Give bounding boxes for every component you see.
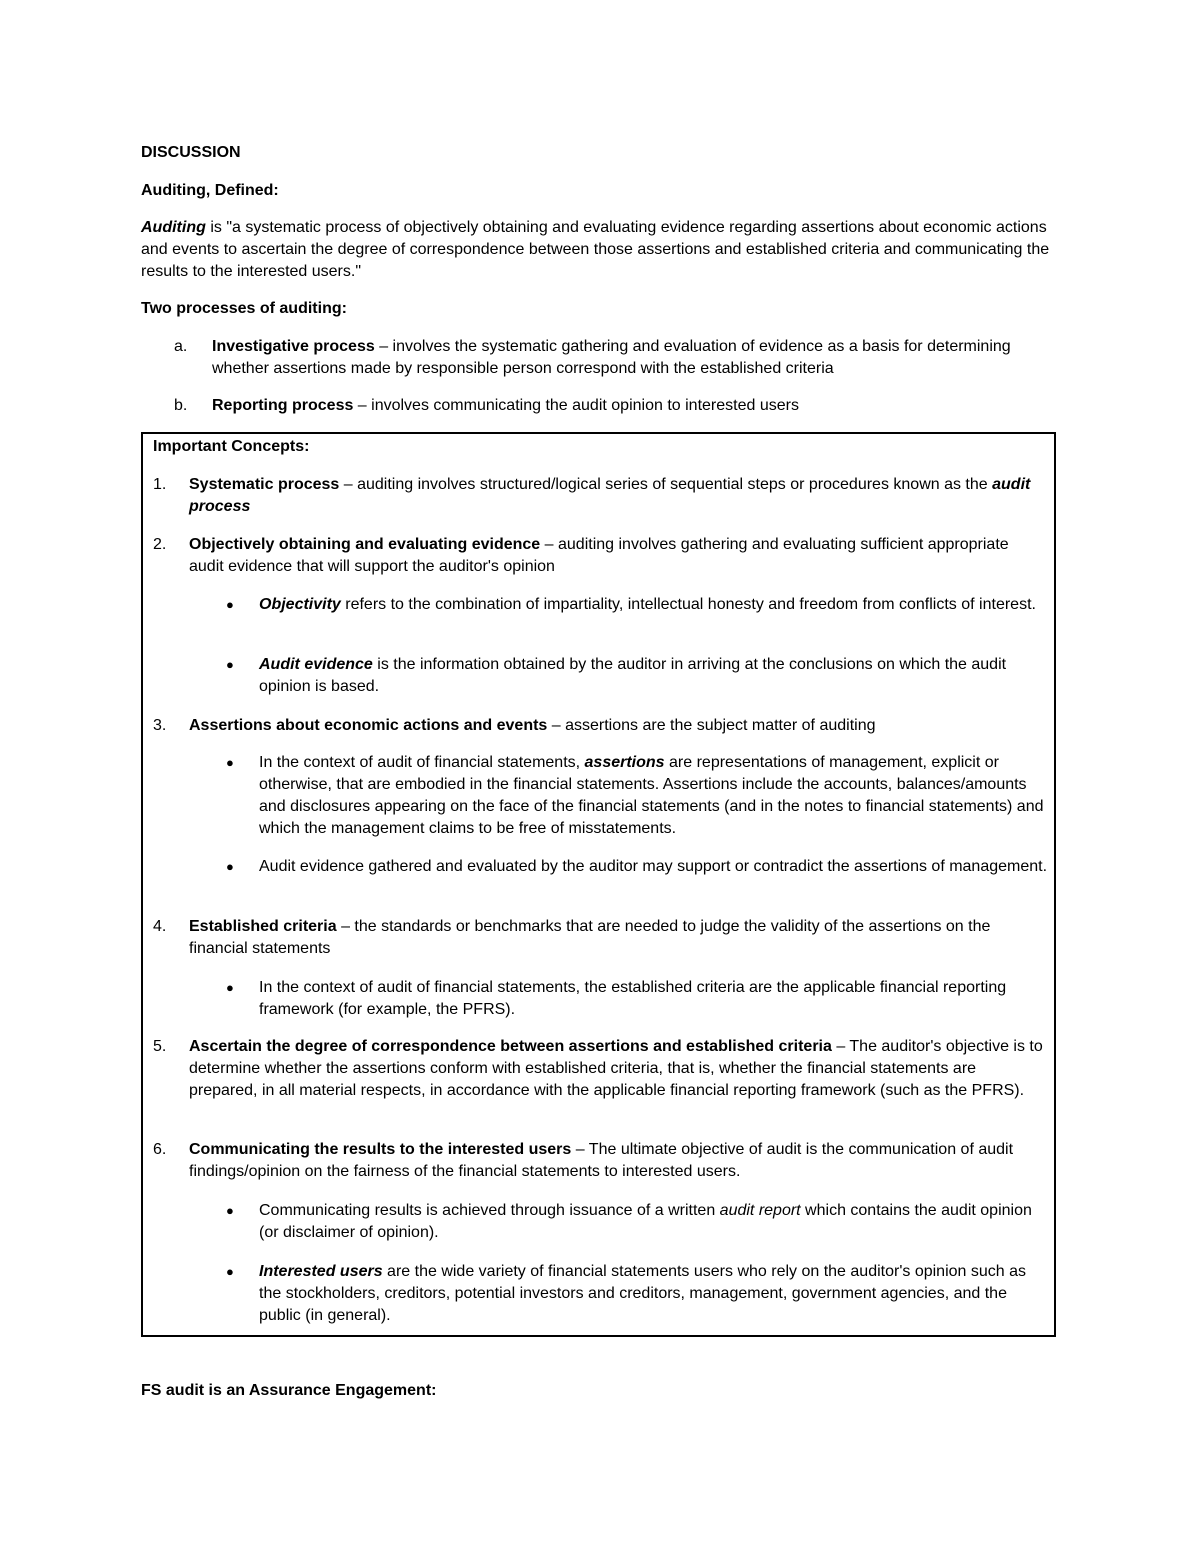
- concept-bullet: [143, 856, 1048, 878]
- concept-item-5: [143, 1036, 1048, 1102]
- bullet-text: Audit evidence gathered and evaluated by the auditor may support or contradict the assertions of management.: [259, 858, 1048, 875]
- process-text: – involves the systematic gathering and evaluation of evidence as a basis for determining whether assertions made by responsible person correspond with the established criteria: [212, 338, 1011, 377]
- item-number: 4.: [153, 918, 167, 935]
- item-term: Objectively obtaining and evaluating evidence: [189, 536, 541, 553]
- process-term: Reporting process: [212, 397, 354, 414]
- bullet-term: Objectivity: [259, 596, 341, 613]
- bullet-icon: ●: [226, 980, 234, 995]
- process-item-investigative: [141, 336, 1021, 380]
- item-term: Assertions about economic actions and events: [189, 717, 548, 734]
- bullet-text: Communicating results is achieved through issuance of a written: [259, 1202, 720, 1219]
- bullet-icon: ●: [226, 597, 234, 612]
- item-text: – assertions are the subject matter of auditing: [547, 717, 876, 734]
- item-number: 5.: [153, 1038, 167, 1055]
- bullet-text: is the information obtained by the auditor in arriving at the conclusions on which the audit opinion is based.: [259, 656, 1007, 695]
- concept-item-4: [143, 916, 1048, 960]
- item-term: Communicating the results to the interested users: [189, 1141, 572, 1158]
- concept-bullet: [143, 654, 1048, 698]
- bullet-icon: ●: [226, 1264, 234, 1279]
- bullet-term: Interested users: [259, 1263, 383, 1280]
- bullet-text: are the wide variety of financial statements users who rely on the auditor's opinion such as the stockholders, creditors, potential investors and creditors, management, government agencies, and the public (in general).: [259, 1263, 1027, 1324]
- item-text: – The auditor's objective is to determine whether the assertions conform with established criteria, that is, whether the financial statements are prepared, in all material respects, in accordance with the applicable financial reporting framework (such as the PFRS).: [189, 1038, 1043, 1099]
- section-heading-discussion: DISCUSSION: [141, 144, 241, 161]
- item-number: 6.: [153, 1141, 167, 1158]
- concept-bullet: [143, 594, 1048, 616]
- item-text: – The ultimate objective of audit is the communication of audit findings/opinion on the fairness of the financial statements to interested users.: [189, 1141, 1014, 1180]
- bullet-term: assertions: [584, 754, 665, 771]
- item-emphasis: audit process: [189, 476, 1031, 515]
- heading-auditing-defined: Auditing, Defined:: [141, 182, 279, 199]
- item-number: 2.: [153, 536, 167, 553]
- concept-bullet: [143, 752, 1048, 840]
- concept-bullet: [143, 1261, 1048, 1327]
- heading-two-processes: Two processes of auditing:: [141, 300, 347, 317]
- bullet-icon: ●: [226, 657, 234, 672]
- item-text: – auditing involves gathering and evaluating sufficient appropriate audit evidence that will support the auditor's opinion: [189, 536, 1009, 575]
- process-text: – involves communicating the audit opinion to interested users: [353, 397, 799, 414]
- item-number: 1.: [153, 476, 167, 493]
- heading-fs-audit: FS audit is an Assurance Engagement:: [141, 1382, 437, 1399]
- concepts-title: Important Concepts:: [153, 438, 310, 455]
- concept-bullet: [143, 1200, 1048, 1244]
- bullet-text: In the context of audit of financial statements, the established criteria are the applicable financial reporting framework (for example, the PFRS).: [259, 979, 1007, 1018]
- item-term: Established criteria: [189, 918, 337, 935]
- concept-item-1: [143, 474, 1048, 518]
- process-item-reporting: [141, 395, 1021, 417]
- item-text: – auditing involves structured/logical series of sequential steps or procedures known as the: [339, 476, 993, 493]
- bullet-text: refers to the combination of impartiality, intellectual honesty and freedom from conflicts of interest.: [340, 596, 1036, 613]
- bullet-text: are representations of management, explicit or otherwise, that are embodied in the financial statements. Assertions include the accounts, balances/amounts and disclosures appearing on the face of the financial statements (and in the notes to financial statements) and which the management claims to be free of misstatements.: [259, 754, 1044, 837]
- concept-item-6: [143, 1139, 1048, 1183]
- concept-bullet: [143, 977, 1048, 1021]
- item-term: Ascertain the degree of correspondence between assertions and established criteria: [189, 1038, 832, 1055]
- bullet-icon: ●: [226, 1203, 234, 1218]
- bullet-text: which contains the audit opinion (or disclaimer of opinion).: [259, 1202, 1032, 1241]
- important-concepts-box: [141, 432, 1056, 1337]
- bullet-emphasis: audit report: [719, 1202, 801, 1219]
- definition-text: is "a systematic process of objectively obtaining and evaluating evidence regarding assertions about economic actions and events to ascertain the degree of correspondence between those assertions and established criteria and communicating the results to the interested users.": [141, 219, 1050, 280]
- item-text: – the standards or benchmarks that are needed to judge the validity of the assertions on the financial statements: [189, 918, 991, 957]
- concept-item-3: [143, 715, 1048, 737]
- bullet-icon: ●: [226, 755, 234, 770]
- process-marker: b.: [174, 397, 188, 414]
- auditing-definition: [141, 217, 1051, 283]
- bullet-icon: ●: [226, 859, 234, 874]
- item-term: Systematic process: [189, 476, 340, 493]
- process-term: Investigative process: [212, 338, 375, 355]
- bullet-text: In the context of audit of financial statements,: [259, 754, 585, 771]
- bullet-term: Audit evidence: [259, 656, 373, 673]
- item-number: 3.: [153, 717, 167, 734]
- definition-term: Auditing: [141, 219, 206, 236]
- concept-item-2: [143, 534, 1048, 578]
- process-marker: a.: [174, 338, 188, 355]
